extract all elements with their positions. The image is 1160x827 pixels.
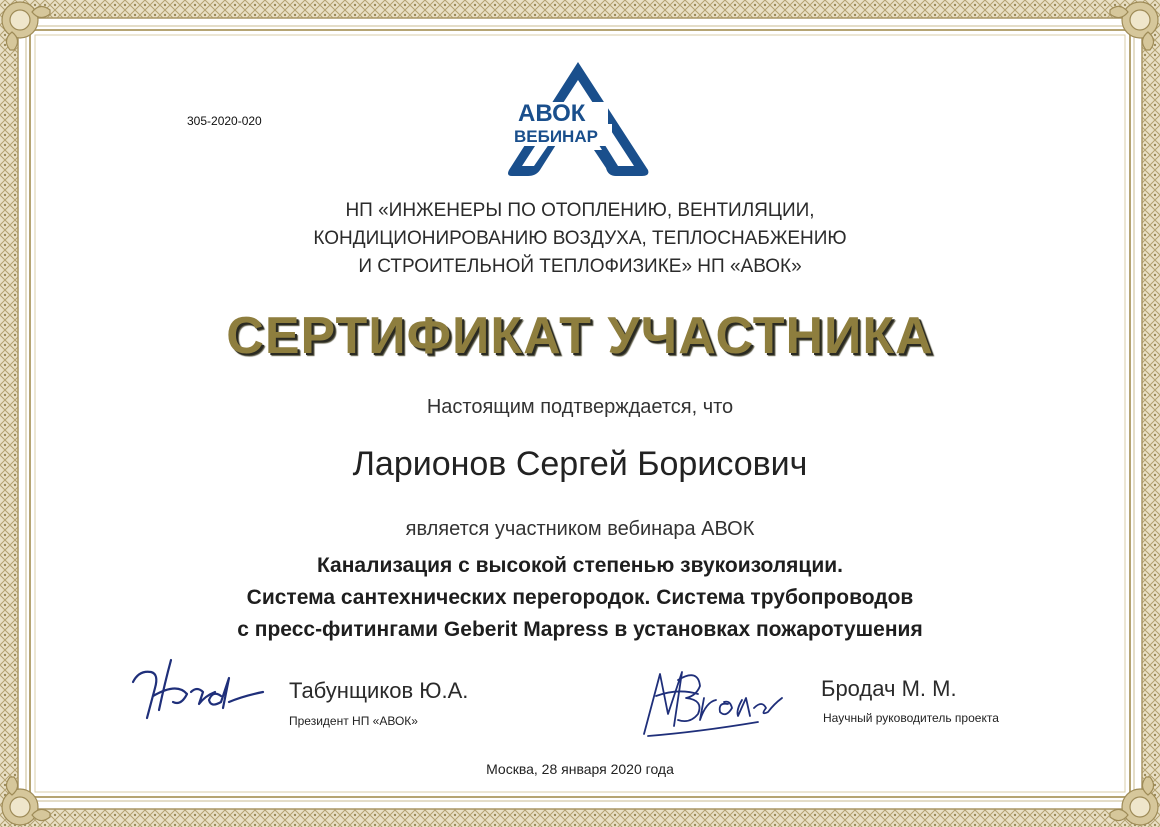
organization-line: КОНДИЦИОНИРОВАНИЮ ВОЗДУХА, ТЕПЛОСНАБЖЕНИЮ xyxy=(313,228,847,249)
signatory-2-name: Бродач М. М. xyxy=(821,676,957,701)
signature-tabunshchikov xyxy=(125,652,270,724)
logo-text-webinar: ВЕБИНАР xyxy=(514,127,598,146)
certificate-title: СЕРТИФИКАТ УЧАСТНИКА xyxy=(226,307,934,365)
signatory-1-role: Президент НП «АВОК» xyxy=(289,714,418,728)
webinar-title xyxy=(130,550,1030,646)
certificate-number: 305-2020-020 xyxy=(187,114,262,128)
signatory-2-role: Научный руководитель проекта xyxy=(823,711,999,725)
organization-name xyxy=(230,197,930,281)
webinar-title-line: Канализация с высокой степенью звукоизоляции. xyxy=(316,554,843,577)
signature-brodach xyxy=(638,662,788,742)
organization-line: И СТРОИТЕЛЬНОЙ ТЕПЛОФИЗИКЕ» НП «АВОК» xyxy=(358,256,802,277)
webinar-title-line: Система сантехнических перегородок. Система трубопроводов xyxy=(246,586,914,609)
participant-statement: является участником вебинара АВОК xyxy=(405,518,755,540)
avok-webinar-logo xyxy=(498,58,658,180)
signatory-1-name: Табунщиков Ю.А. xyxy=(289,678,469,703)
recipient-name: Ларионов Сергей Борисович xyxy=(352,445,808,483)
organization-line: НП «ИНЖЕНЕРЫ ПО ОТОПЛЕНИЮ, ВЕНТИЛЯЦИИ, xyxy=(345,200,815,221)
webinar-title-line: с пресс-фитингами Geberit Mapress в установках пожаротушения xyxy=(237,618,923,641)
issue-date: Москва, 28 января 2020 года xyxy=(486,761,674,777)
logo-text-avok: АВОК xyxy=(518,100,586,127)
confirmation-text: Настоящим подтверждается, что xyxy=(426,396,734,418)
